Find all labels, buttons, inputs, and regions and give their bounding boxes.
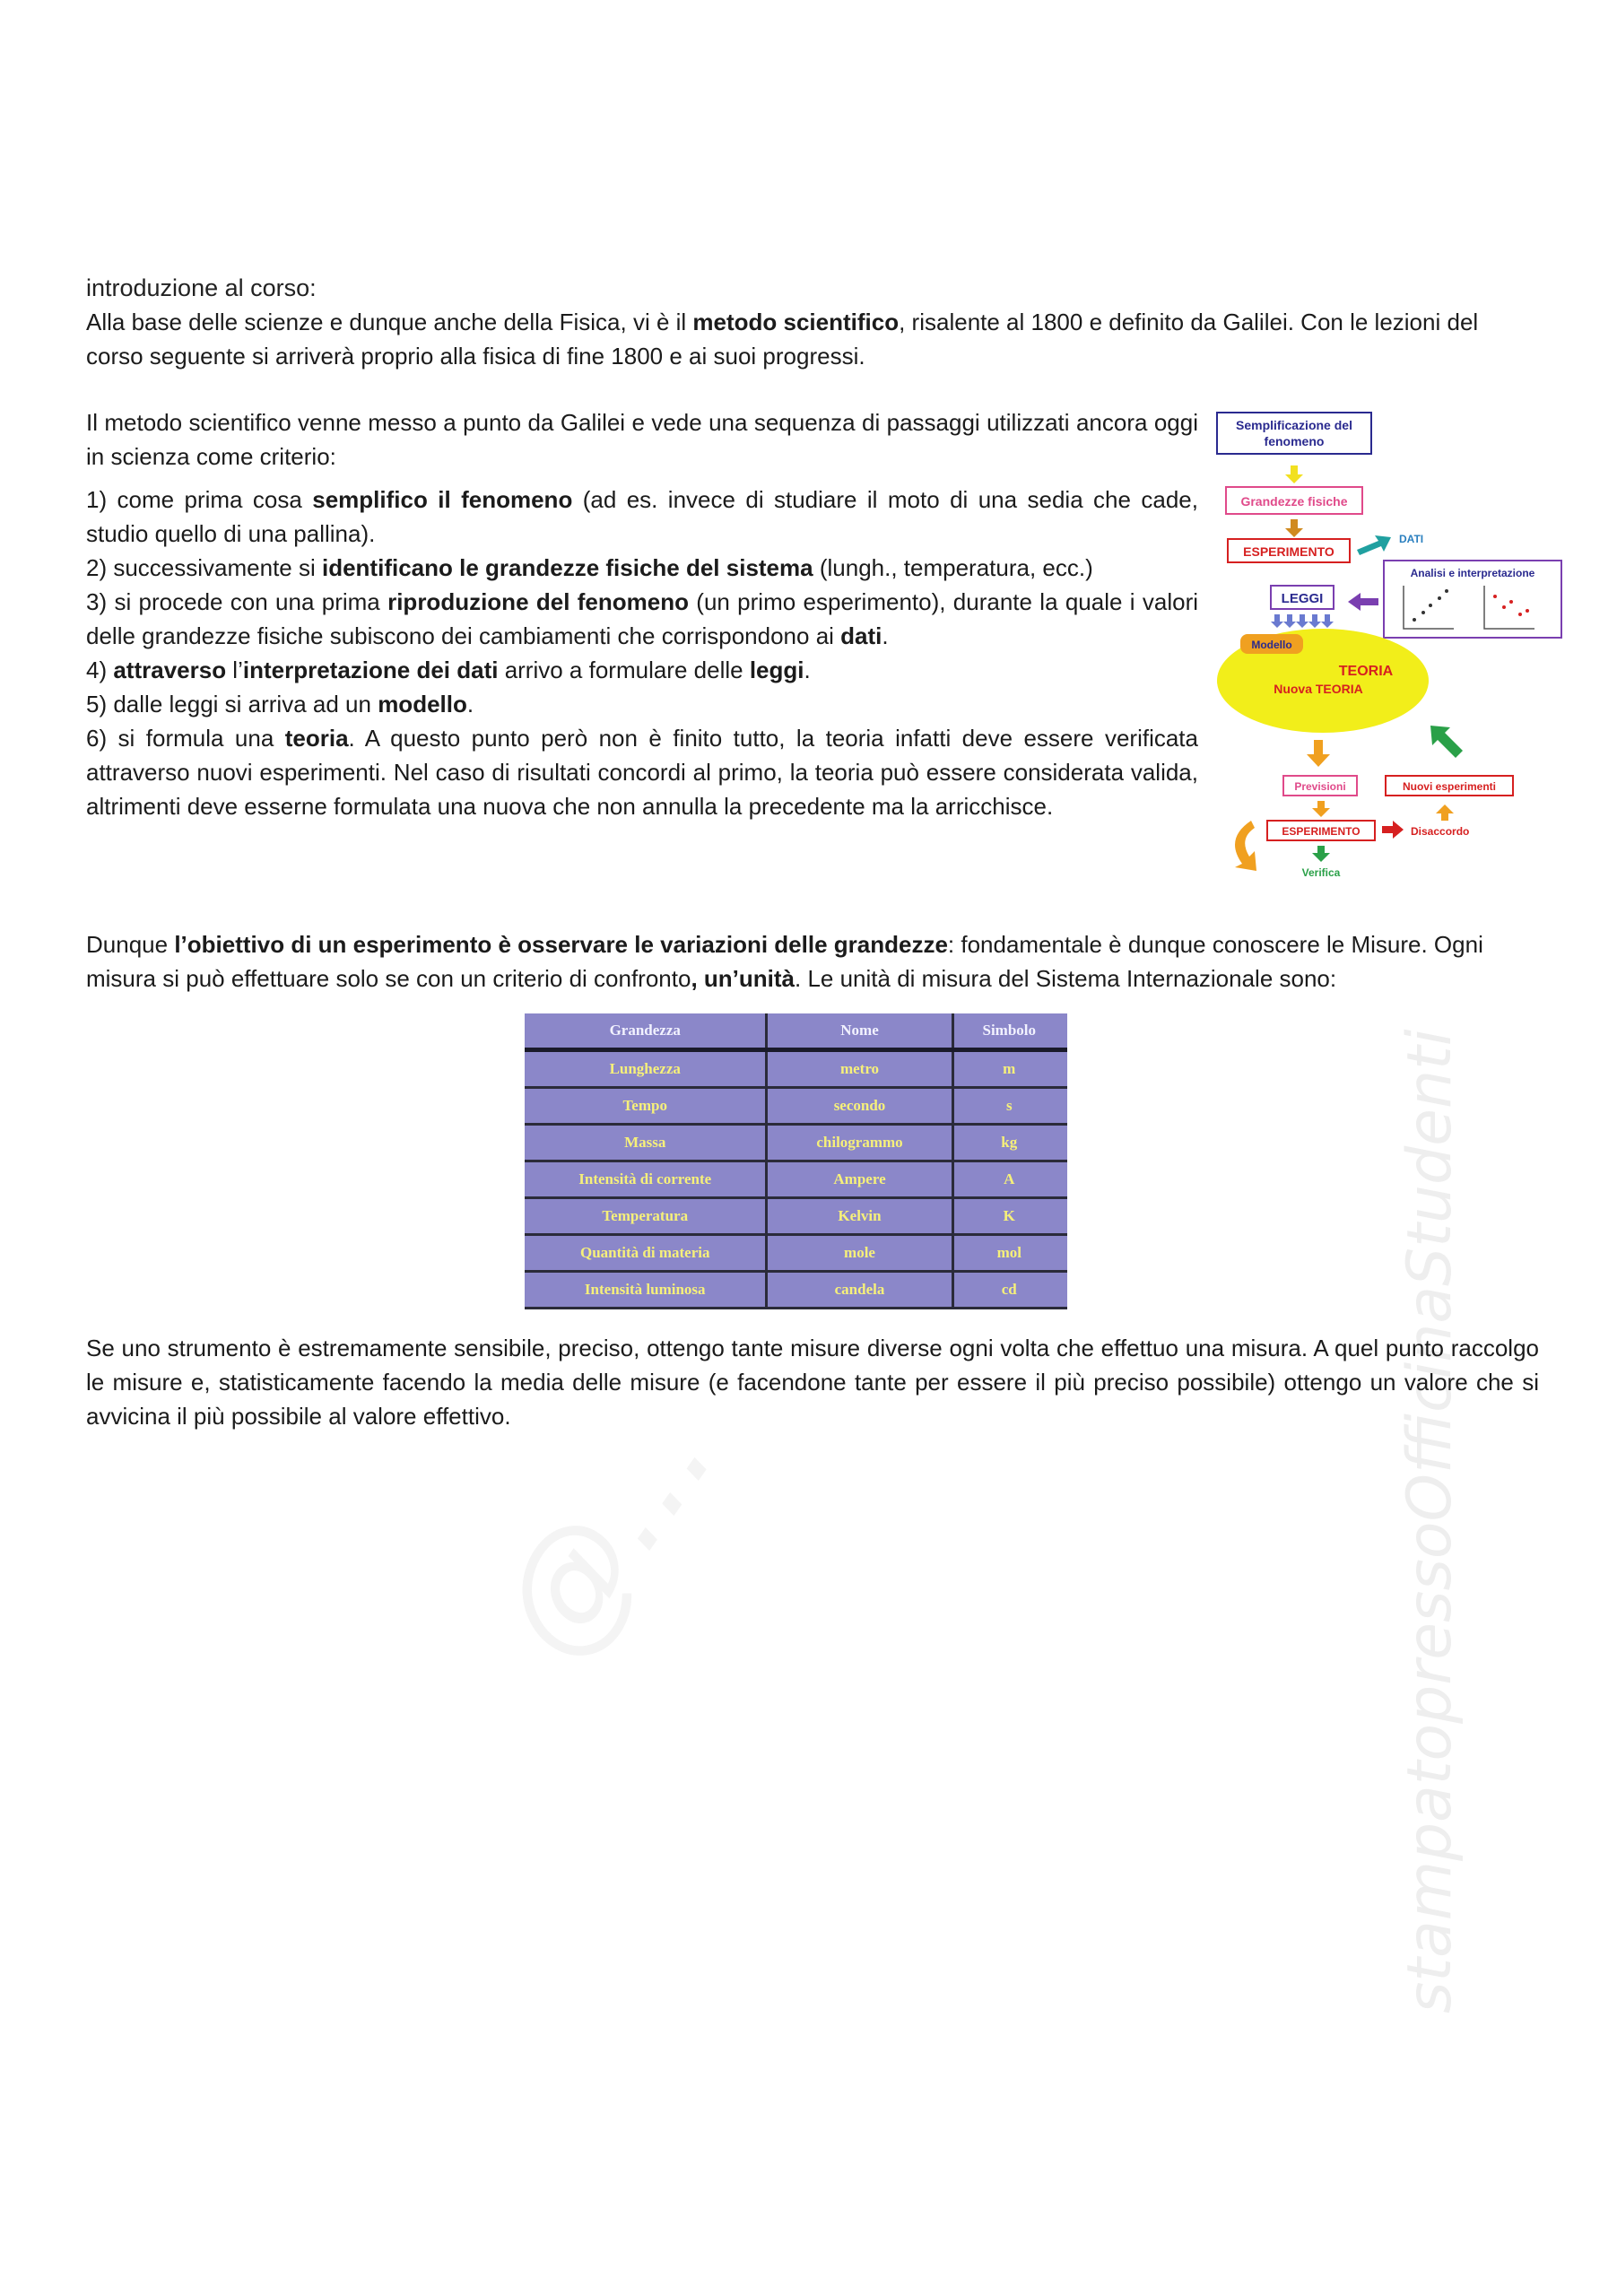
method-step-4: 4) attraverso l’interpretazione dei dati arrivo a formulare delle leggi.	[86, 657, 811, 683]
label-semplificazione: Semplificazione del	[1236, 418, 1352, 432]
si-units-table	[525, 1013, 1067, 1309]
cell-nome: secondo	[767, 1088, 952, 1125]
curved-arrow-icon	[1235, 821, 1256, 871]
cell-nome: mole	[767, 1235, 952, 1272]
cell-simbolo: cd	[952, 1272, 1065, 1309]
cell-nome: metro	[767, 1050, 952, 1088]
arrow-icon	[1307, 740, 1330, 767]
method-step-2: 2) successivamente si identificano le grandezze fisiche del sistema (lungh., temperatura, ecc.)	[86, 554, 1093, 581]
cell-grandezza: Quantità di materia	[525, 1235, 767, 1272]
label-semplificazione: fenomeno	[1264, 434, 1325, 448]
cell-simbolo: A	[952, 1161, 1065, 1198]
method-lead: Il metodo scientifico venne messo a punto da Galilei e vede una sequenza di passaggi utilizzati ancora oggi in scienza come criterio:	[86, 409, 1198, 470]
table-header-row	[525, 1013, 1066, 1050]
cell-simbolo: mol	[952, 1235, 1065, 1272]
cell-nome: Ampere	[767, 1161, 952, 1198]
label-previsioni: Previsioni	[1294, 780, 1346, 793]
method-step-1: 1) come prima cosa semplifico il fenomeno (ad es. invece di studiare il moto di una sedia che cade, studio quello di una pallina).	[86, 486, 1198, 547]
scientific-method-diagram	[1215, 399, 1565, 906]
label-verifica: Verifica	[1301, 866, 1341, 879]
label-esperimento: ESPERIMENTO	[1243, 544, 1334, 559]
cell-simbolo: kg	[952, 1125, 1065, 1161]
table-row	[525, 1235, 1066, 1272]
arrow-icon	[1312, 801, 1330, 817]
cell-grandezza: Temperatura	[525, 1198, 767, 1235]
method-step-3: 3) si procede con una prima riproduzione del fenomeno (un primo esperimento), durante la quale i valori delle grandezze fisiche subiscono dei cambiamenti che corrispondono ai dati.	[86, 588, 1199, 649]
arrow-icon	[1285, 519, 1303, 537]
cell-grandezza: Lunghezza	[525, 1050, 767, 1088]
table-row	[525, 1088, 1066, 1125]
watermark-center: @...	[466, 1380, 745, 1686]
method-section	[86, 405, 1198, 823]
label-leggi: LEGGI	[1281, 591, 1324, 606]
cell-simbolo: K	[952, 1198, 1065, 1235]
label-dati: DATI	[1399, 533, 1424, 545]
cell-grandezza: Intensità di corrente	[525, 1161, 767, 1198]
intro-paragraph	[86, 305, 1539, 373]
arrow-icon	[1357, 535, 1391, 555]
intro-bold: metodo scientifico	[692, 309, 900, 335]
label-nuovi-esperimenti: Nuovi esperimenti	[1402, 780, 1497, 793]
cell-nome: chilogrammo	[767, 1125, 952, 1161]
cell-simbolo: s	[952, 1088, 1065, 1125]
table-row	[525, 1161, 1066, 1198]
intro-text: , risalente al 1800 e definito da Galilei. Con le lezioni del corso seguente si arriverà proprio alla fisica di fine 1800 e ai suoi progressi.	[86, 309, 1479, 370]
cell-grandezza: Intensità luminosa	[525, 1272, 767, 1309]
header-nome: Nome	[767, 1013, 952, 1050]
table-row	[525, 1198, 1066, 1235]
arrow-icon	[1436, 804, 1454, 821]
cell-nome: candela	[767, 1272, 952, 1309]
label-teoria: TEORIA	[1338, 664, 1394, 679]
arrow-icon	[1430, 726, 1463, 758]
table-row	[525, 1050, 1066, 1088]
label-analisi: Analisi e interpretazione	[1410, 567, 1535, 579]
arrows-row-icon	[1271, 614, 1334, 628]
objective-paragraph: Dunque l’obiettivo di un esperimento è osservare le variazioni delle grandezze: fondamentale è dunque conoscere le Misure. Ogni misura si può effettuare solo se con un criterio di confronto, un’unità. Le unità di misura del Sistema Internazionale sono:	[86, 931, 1483, 992]
arrow-icon	[1285, 465, 1303, 483]
cell-grandezza: Massa	[525, 1125, 767, 1161]
header-simbolo: Simbolo	[952, 1013, 1065, 1050]
arrow-icon	[1348, 593, 1378, 611]
label-esperimento-2: ESPERIMENTO	[1282, 825, 1361, 838]
table-row	[525, 1272, 1066, 1309]
arrow-icon	[1382, 821, 1404, 839]
cell-nome: Kelvin	[767, 1198, 952, 1235]
method-step-5: 5) dalle leggi si arriva ad un modello.	[86, 691, 474, 718]
label-disaccordo: Disaccordo	[1411, 825, 1470, 838]
header-grandezza: Grandezza	[525, 1013, 767, 1050]
label-nuova-teoria: Nuova TEORIA	[1274, 682, 1363, 696]
closing-paragraph: Se uno strumento è estremamente sensibile, preciso, ottengo tante misure diverse ogni volta che effettuo una misura. A quel punto raccolgo le misure e, statisticamente facendo la media delle misure (e facendone tante per essere il più preciso possibile) ottengo un valore che si avvicina il più possibile al valore effettivo.	[86, 1335, 1539, 1430]
intro-text: Alla base delle scienze e dunque anche della Fisica, vi è il	[86, 309, 693, 335]
cell-simbolo: m	[952, 1050, 1065, 1088]
table-row	[525, 1125, 1066, 1161]
cell-grandezza: Tempo	[525, 1088, 767, 1125]
arrow-icon	[1312, 846, 1330, 862]
watermark-side: stampatopressoOfficinaStudenti	[1395, 1029, 1465, 2013]
section-heading: introduzione al corso:	[86, 274, 317, 301]
label-grandezze: Grandezze fisiche	[1240, 494, 1348, 509]
label-modello: Modello	[1251, 639, 1292, 651]
method-step-6: 6) si formula una teoria. A questo punto però non è finito tutto, la teoria infatti deve essere verificata attraverso nuovi esperimenti. Nel caso di risultati concordi al primo, la teoria può essere considerata valida, altrimenti deve esserne formulata una nuova che non annulla la precedente ma la arricchisce.	[86, 725, 1198, 820]
